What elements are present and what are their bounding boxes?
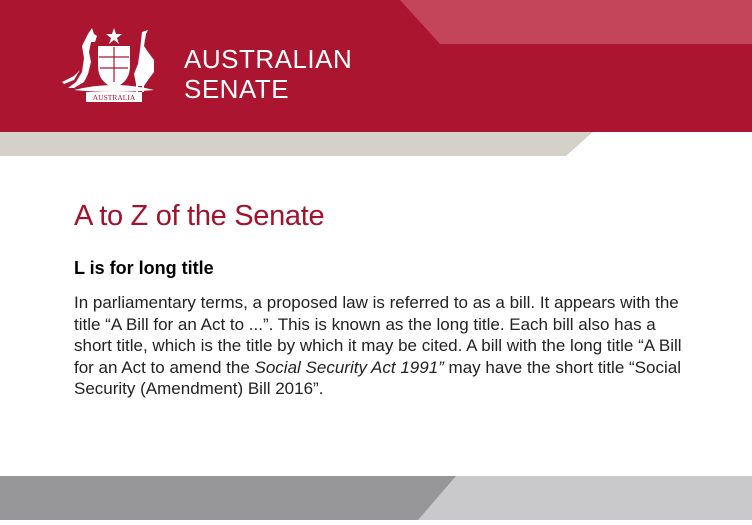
paragraph-text-1: In parliamentary terms, a proposed law is referred to as a bill. It appears with the title “A Bill for an Act to ...”. This is known as the long title. Each bill also has a short title, which is the title by which it may be cited. A bill with the long title “A Bill for an Act to amend the — [74, 293, 682, 377]
footer-bar — [0, 476, 752, 520]
senate-wordmark — [184, 44, 352, 104]
wordmark-line-1: AUSTRALIAN — [184, 44, 353, 74]
paragraph-text-2-italic: Social Security Act 1991” — [254, 357, 444, 377]
page-title: A to Z of the Senate — [74, 200, 325, 232]
footer-background — [0, 476, 752, 520]
beige-stripe — [0, 130, 595, 156]
entry-paragraph — [74, 292, 694, 400]
wordmark-line-2: SENATE — [184, 74, 290, 104]
crest-label: AUSTRALIA — [92, 93, 136, 102]
entry-heading: L is for long title — [74, 258, 214, 278]
paragraph-text-3: may have the short title “Social Security (Amendment) Bill 2016”. — [74, 357, 681, 398]
light-grey-panel — [418, 476, 752, 520]
coat-of-arms-icon — [58, 26, 170, 106]
light-red-panel — [400, 0, 752, 44]
coat-of-arms-logo — [58, 26, 170, 106]
